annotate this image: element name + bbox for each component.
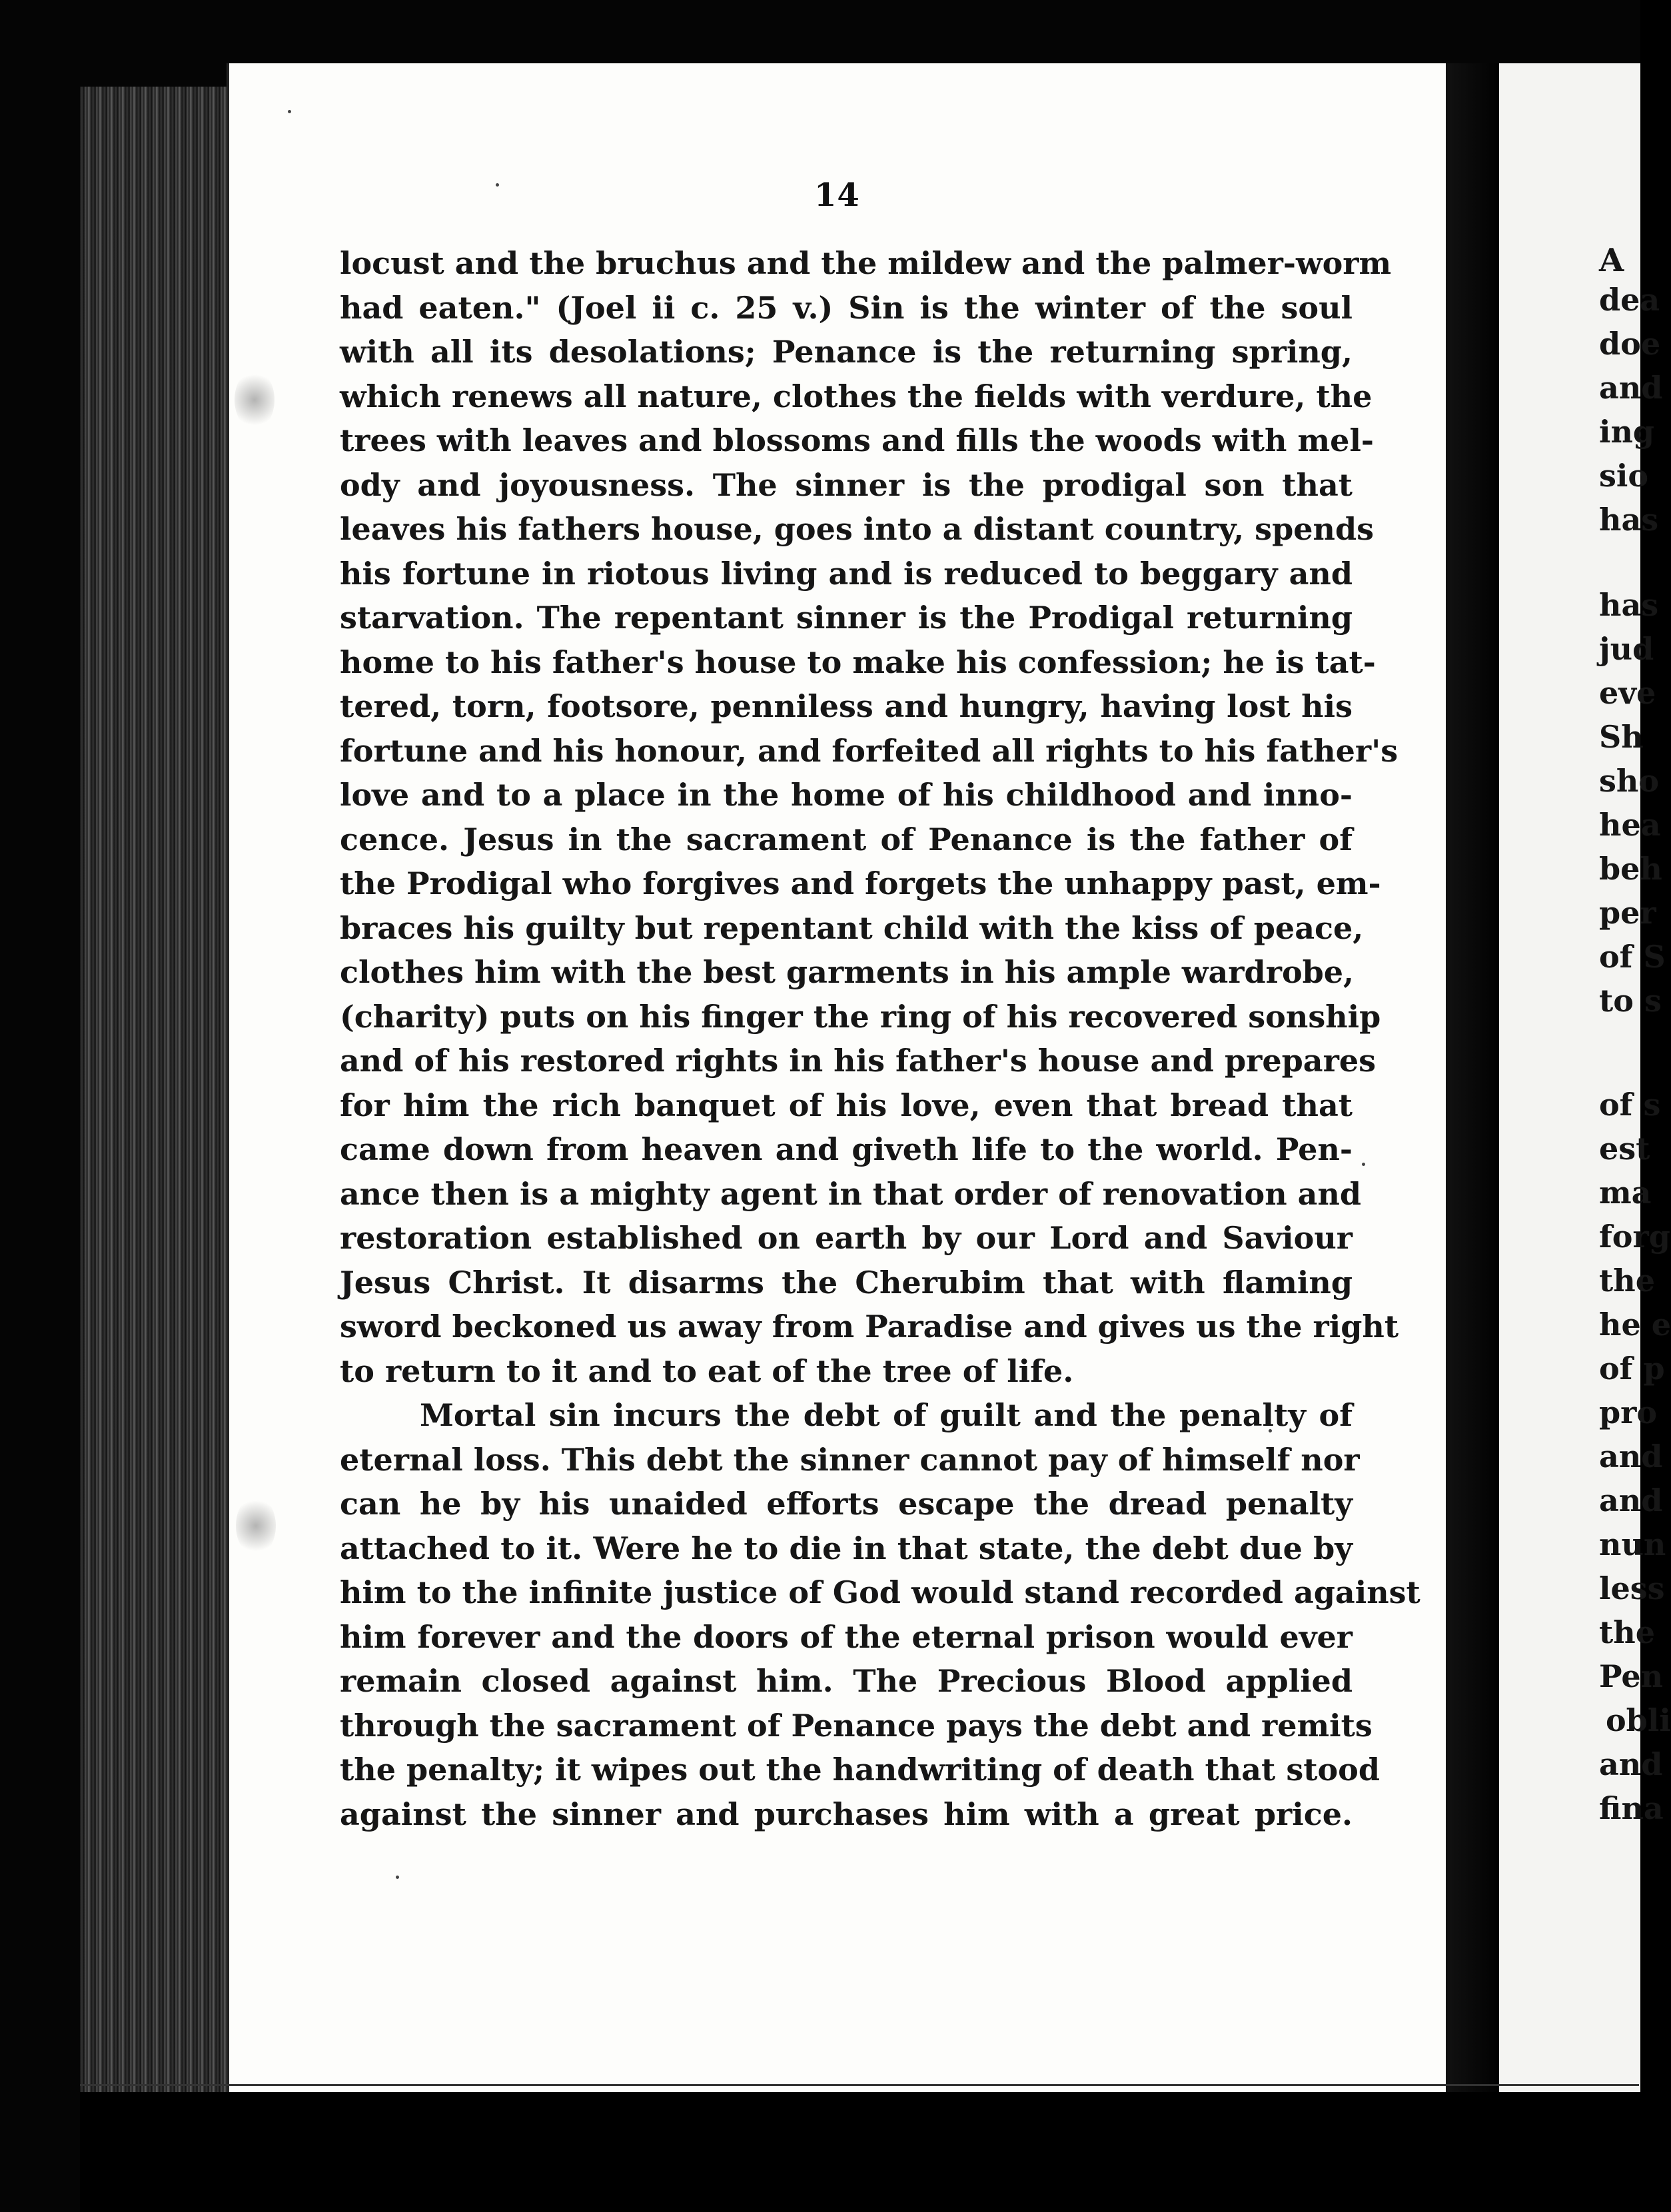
paragraph-2 (340, 1393, 1420, 1836)
facing-line: ma (1599, 1175, 1652, 1211)
speck (396, 1876, 399, 1879)
text-line: fortune and his honour, and forfeited all rights to his father's (340, 732, 1398, 769)
text-line: which renews all nature, clothes the fields with verdure, the (340, 378, 1373, 414)
text-line: Jesus Christ. It disarms the Cherubim that with flaming (340, 1264, 1353, 1301)
facing-line: eve (1599, 675, 1656, 711)
text-line: through the sacrament of Penance pays the debt and remits (340, 1707, 1373, 1744)
facing-line: has (1599, 502, 1659, 538)
facing-line: and (1599, 370, 1663, 406)
text-line: Mortal sin incurs the debt of guilt and the penalty of (420, 1397, 1353, 1433)
facing-line: est (1599, 1131, 1650, 1167)
facing-line: A (1599, 242, 1624, 279)
text-line: ance then is a mighty agent in that order of renovation and (340, 1175, 1362, 1212)
page-right-facing (1499, 63, 1671, 2102)
facing-line: ing (1599, 414, 1655, 450)
facing-line: doe (1599, 326, 1661, 362)
smudge-mark (235, 370, 275, 430)
facing-line: and (1599, 1482, 1663, 1518)
speck (288, 110, 291, 113)
smudge-mark (236, 1496, 276, 1556)
text-line: had eaten." (Joel ii c. 25 v.) Sin is the winter of the soul (340, 289, 1353, 326)
facing-line: beh (1599, 851, 1662, 887)
gutter-shadow (1446, 63, 1506, 2102)
facing-line: pro (1599, 1394, 1658, 1430)
facing-line: he e (1599, 1307, 1671, 1343)
text-line: and of his restored rights in his father's house and prepares (340, 1043, 1376, 1079)
facing-line: obli (1606, 1702, 1671, 1738)
text-line: tered, torn, footsore, penniless and hungry, having lost his (340, 688, 1353, 724)
facing-line: per (1599, 895, 1656, 931)
page-number: 14 (814, 177, 860, 214)
facing-line: forg (1599, 1219, 1670, 1255)
text-line: home to his father's house to make his confession; he is tat- (340, 644, 1376, 680)
speck (496, 183, 499, 187)
facing-line: the (1599, 1263, 1655, 1299)
facing-line: fina (1599, 1790, 1664, 1826)
text-line: can he by his unaided efforts escape the dread penalty (340, 1486, 1353, 1522)
text-line: (charity) puts on his finger the ring of his recovered sonship (340, 998, 1381, 1035)
scan-border-bottom (80, 2092, 1640, 2212)
facing-line: has (1599, 587, 1659, 623)
text-line: restoration established on earth by our Lord and Saviour (340, 1220, 1353, 1256)
text-line: leaves his fathers house, goes into a distant country, spends (340, 511, 1375, 547)
facing-line: nun (1599, 1526, 1666, 1562)
text-line: clothes him with the best garments in his ample wardrobe, (340, 954, 1355, 990)
facing-line: of s (1599, 1087, 1661, 1123)
text-line: the penalty; it wipes out the handwriting of death that stood (340, 1752, 1380, 1788)
text-line: against the sinner and purchases him with a great price. (340, 1796, 1353, 1832)
speck (1362, 1163, 1365, 1166)
facing-line: less (1599, 1570, 1665, 1606)
facing-line: to s (1599, 983, 1662, 1019)
facing-line: hea (1599, 807, 1661, 843)
facing-line: the (1599, 1614, 1655, 1650)
text-line: for him the rich banquet of his love, even that bread that (340, 1087, 1353, 1123)
facing-line: jud (1599, 631, 1654, 667)
text-line: came down from heaven and giveth life to the world. Pen- (340, 1131, 1353, 1167)
facing-line: dea (1599, 282, 1660, 318)
text-line: his fortune in riotous living and is reduced to beggary and (340, 555, 1353, 592)
text-line: locust and the bruchus and the mildew and the palmer-worm (340, 245, 1392, 281)
text-line: to return to it and to eat of the tree of life. (340, 1353, 1074, 1389)
facing-line: Pen (1599, 1658, 1664, 1694)
text-line: eternal loss. This debt the sinner cannot pay of himself nor (340, 1441, 1360, 1478)
facing-line: Sh (1599, 719, 1644, 755)
text-line: with all its desolations; Penance is the returning spring, (340, 334, 1353, 370)
text-line: ody and joyousness. The sinner is the prodigal son that (340, 466, 1353, 503)
text-line: attached to it. Were he to die in that state, the debt due by (340, 1530, 1353, 1566)
text-line: trees with leaves and blossoms and fills the woods with mel- (340, 422, 1375, 458)
text-line: him to the infinite justice of God would stand recorded against (340, 1574, 1420, 1610)
bottom-rule (80, 2084, 1639, 2086)
body-text (340, 241, 1420, 1836)
paragraph-1 (340, 241, 1399, 1393)
facing-line: of p (1599, 1351, 1665, 1386)
text-line: starvation. The repentant sinner is the Prodigal returning (340, 600, 1353, 636)
text-line: love and to a place in the home of his childhood and inno- (340, 777, 1353, 813)
book-binding-edge (80, 87, 233, 2099)
facing-line: sio (1599, 458, 1649, 494)
text-line: him forever and the doors of the eternal prison would ever (340, 1618, 1353, 1655)
text-line: the Prodigal who forgives and forgets the unhappy past, em- (340, 865, 1381, 901)
text-line: braces his guilty but repentant child with the kiss of peace, (340, 909, 1364, 946)
text-line: cence. Jesus in the sacrament of Penance is the father of (340, 821, 1353, 857)
facing-line: of S (1599, 939, 1666, 975)
facing-line: and (1599, 1438, 1663, 1474)
facing-line: and (1599, 1746, 1663, 1782)
text-line: remain closed against him. The Precious Blood applied (340, 1663, 1353, 1699)
facing-line: sho (1599, 763, 1660, 799)
text-line: sword beckoned us away from Paradise and gives us the right (340, 1309, 1399, 1345)
